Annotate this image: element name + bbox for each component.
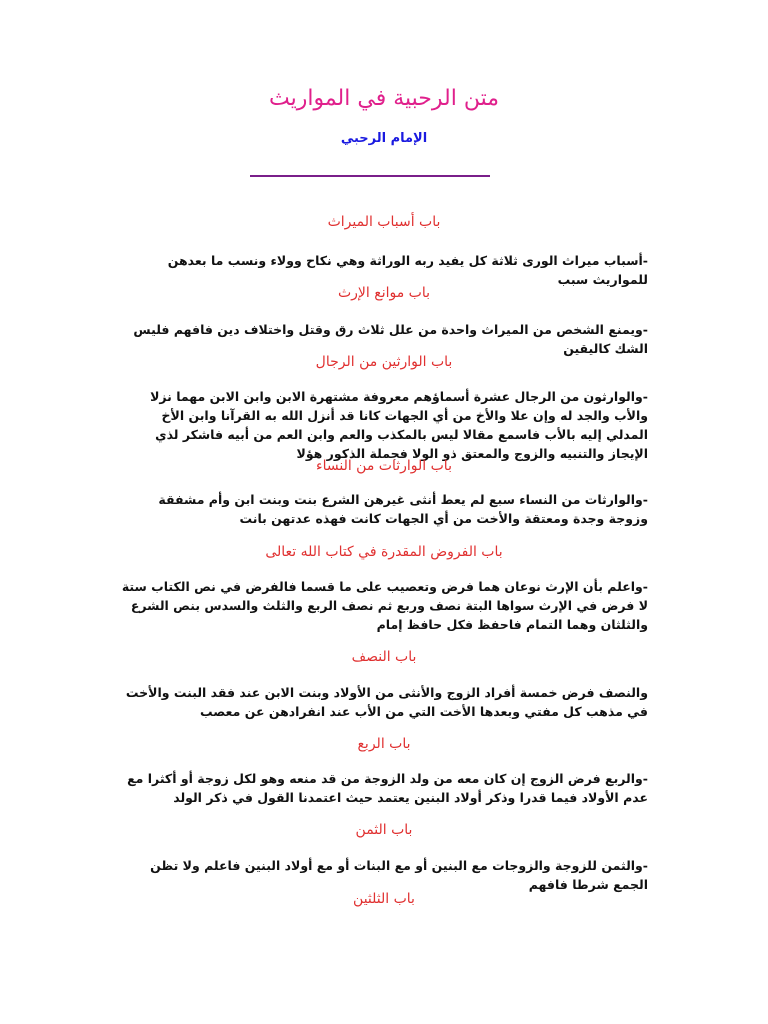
- section-heading: باب الثلثين: [353, 891, 415, 907]
- section-heading: باب الوارثات من النساء: [316, 458, 452, 474]
- section-heading: باب النصف: [351, 649, 417, 665]
- section-paragraph: -أسباب ميراث الورى ثلاثة كل يفيد ربه الوراثة وهي نكاح وولاء ونسب ما بعدهن للمواريث سبب: [167, 253, 648, 287]
- document-title: متن الرحبية في المواريث: [269, 86, 499, 111]
- section-paragraph: -والربع فرض الزوج إن كان معه من ولد الزوجة من قد منعه وهو لكل زوجة أو أكثرا مع عدم الأولاد فيما قدرا وذكر أولاد البنين يعتمد حيث اعتمدنا القول في ذكر الولد: [127, 771, 648, 805]
- section-paragraph: -والثمن للزوجة والزوجات مع البنين أو مع البنات أو مع أولاد البنين فاعلم ولا تظن الجمع شرطا فافهم: [150, 858, 648, 892]
- section-heading: باب الثمن: [355, 822, 413, 838]
- document-author: الإمام الرحبي: [340, 131, 428, 146]
- section-paragraph: -والوارثون من الرجال عشرة أسماؤهم معروفة مشتهرة الابن وابن الابن مهما نزلا والأب والجد له وإن علا والأخ من أي الجهات كانا قد أنزل الله به القرآنا وابن الأخ المدلي إليه بالأب فاسمع مقالا ليس بالمكذب والعم وابن العم من أبيه فاشكر لذي الإيجاز والتنبيه والزوج والمعتق ذو الولا فجملة الذكور هؤلا: [150, 389, 648, 461]
- section-heading: باب الربع: [357, 736, 411, 752]
- section-heading: باب الوارثين من الرجال: [315, 354, 453, 370]
- section-heading: باب الفروض المقدرة في كتاب الله تعالى: [265, 544, 503, 560]
- section-paragraph: والنصف فرض خمسة أفراد الزوج والأنثى من الأولاد وبنت الابن عند فقد البنت والأخت في مذهب كل مفتي وبعدها الأخت التي من الأب عند انفرادهن عن معصب: [125, 685, 648, 719]
- section-paragraph: -واعلم بأن الإرث نوعان هما فرض وتعصيب على ما قسما فالفرض في نص الكتاب ستة لا فرض في الإرث سواها البتة نصف وربع ثم نصف الربع والثلث والسدس بنص الشرع والثلثان وهما التمام فاحفظ فكل حافظ إمام: [121, 579, 648, 632]
- title-divider: [250, 175, 490, 177]
- section-heading: باب موانع الإرث: [337, 285, 431, 301]
- section-heading: باب أسباب الميراث: [327, 214, 441, 230]
- section-paragraph: -ويمنع الشخص من الميراث واحدة من علل ثلاث رق وقتل واختلاف دين فافهم فليس الشك كاليقين: [133, 322, 648, 356]
- section-paragraph: -والوارثات من النساء سبع لم يعط أنثى غيرهن الشرع بنت وبنت ابن وأم مشفقة وزوجة وجدة ومعتقة والأخت من أي الجهات كانت فهذه عدتهن بانت: [158, 492, 648, 526]
